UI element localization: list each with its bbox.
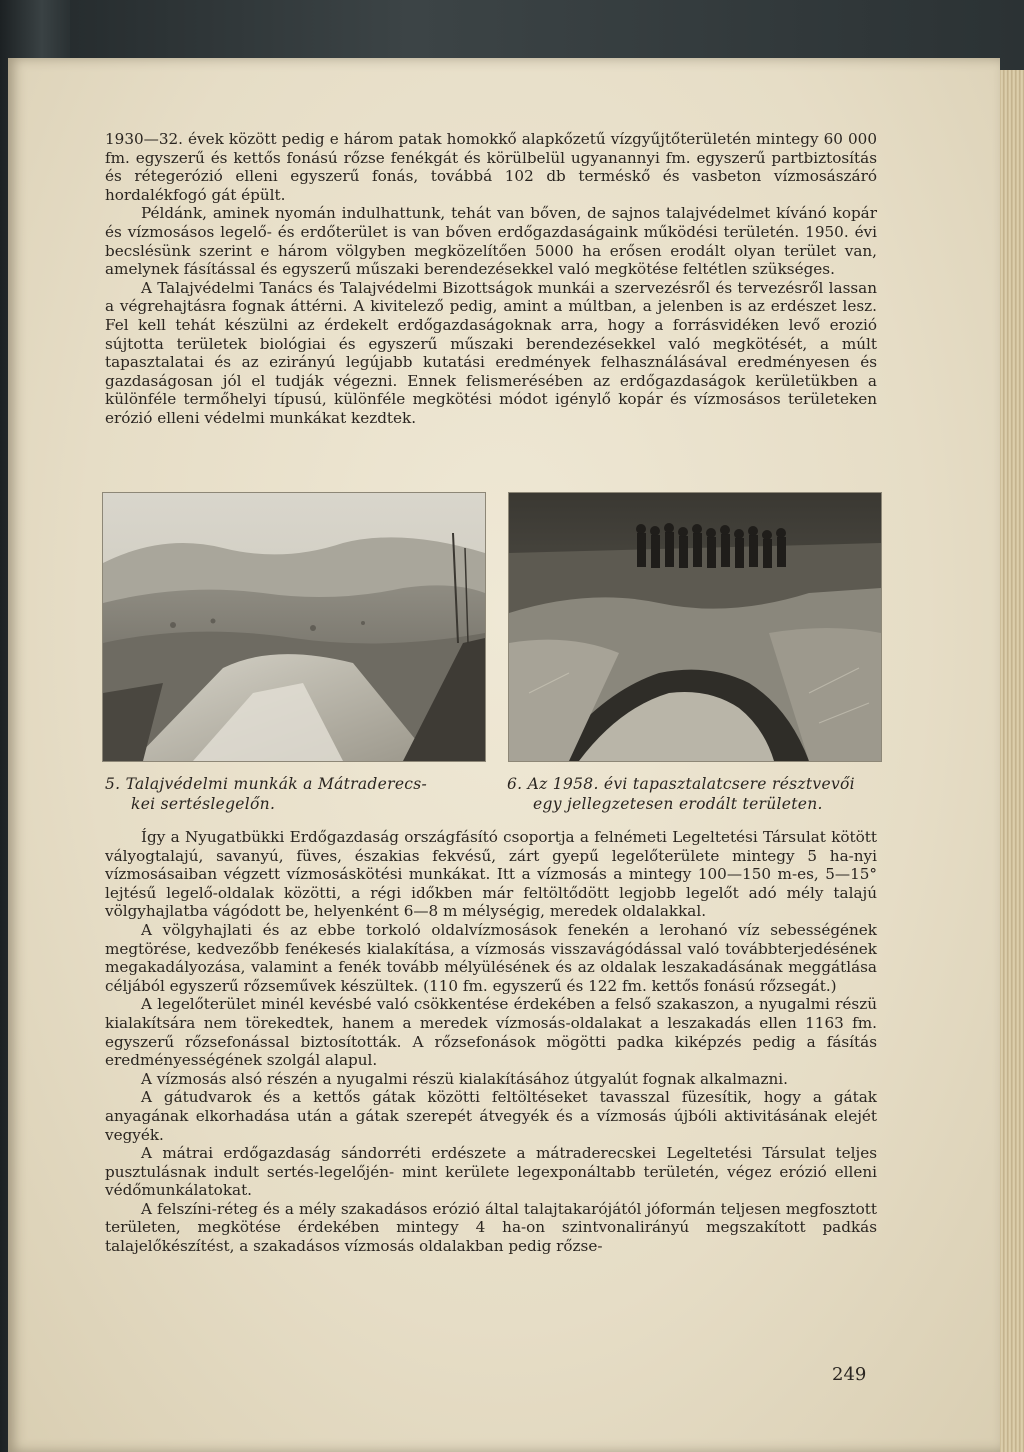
paragraph: A gátudvarok és a kettős gátak közötti feltöltéseket tavasszal füzesítik, hogy a gátak anyagának elkorhadása után a gátak szerepét átvegyék és a vízmosás újbóli aktivitásának elejét vegyék. xyxy=(105,1088,877,1144)
paragraph: A vízmosás alsó részén a nyugalmi részü kialakításához útgyalút fognak alkalmazni. xyxy=(141,1069,788,1088)
paragraph: A Talajvédelmi Tanács és Talajvédelmi Bizottságok munkái a szervezésről és tervezésről lassan a végrehajtásra fognak áttérni. A kivitelező pedig, amint a múltban, a jelenben is az erdészet lesz. Fel kell tehát készülni az érdekelt erdőgazdaságoknak arra, hogy a forrásvidéken levő erozió sújtotta területek biológiai és egyszerű műszaki berendezésekkel való megkötését, a múlt tapasztalatai és az ezirányú legújabb kutatási eredmények felhasználásával eredményesen és gazdaságosan jól el tudják végezni. Ennek felismerésében az erdőgazdaságok kerületükben a különféle termőhelyi típusú, különféle megkötési módot igénylő kopár és vízmosásos területeken erózió elleni védelmi munkákat kezdtek. xyxy=(105,278,877,427)
bottom-text-block xyxy=(105,828,877,1256)
paragraph: A felszíni-réteg és a mély szakadásos erózió által talajtakarójától jóformán teljesen megfosztott területen, megkötése érdekében mintegy 4 ha-on szintvonalirányú megszakított padkás talajelőkészítést, a szakadásos vízmosás oldalakban pedig rőzse- xyxy=(105,1199,877,1256)
paragraph: Így a Nyugatbükki Erdőgazdaság országfásító csoportja a felnémeti Legeltetési Társulat kötött vályogtalajú, savanyú, füves, északias fekvésű, zárt gyepű legelőterülete mintegy 5 ha-nyi vízmosásaiban végzett vízmosáskötési munkákat. Itt a vízmosás a mintegy 100—150 m-es, 5—15° lejtésű legelő-oldalak közötti, a régi időkben már feltöltődött legjobb legelőt adó mély talajú völgyhajlatba vágódott be, helyenként 6—8 m mélységig, meredek oldalakkal. xyxy=(105,828,877,921)
landscape-photo xyxy=(102,492,486,762)
figure-5-caption xyxy=(105,774,485,814)
paragraph: 1930—32. évek között pedig e három patak homokkő alapkőzetű vízgyűjtőterületén mintegy 60 000 fm. egyszerű és kettős fonású rőzse fenékgát és körülbelül ugyanannyi fm. egyszerű partbiztosítás és rétegerózió elleni egyszerű fonás, továbbá 102 db terméskő és vasbeton vízmosászáró hordalékfogó gát épült. xyxy=(105,130,877,204)
caption-line: egy jellegzetesen erodált területen. xyxy=(533,795,823,813)
caption-line: 5. Talajvédelmi munkák a Mátraderecs- xyxy=(105,775,428,793)
page-edges xyxy=(1000,70,1024,1452)
figure-6-caption xyxy=(507,774,887,814)
caption-line: 6. Az 1958. évi tapasztalatcsere résztvevői xyxy=(507,775,855,793)
caption-line: kei sertéslegelőn. xyxy=(131,795,276,813)
paragraph: A völgyhajlati és az ebbe torkoló oldalvízmosások fenekén a lerohanó víz sebességének megtörése, kedvezőbb fenékesés kialakítása, a vízmosás visszavágódással való továbbterjedésének megakadályozása, valamint a fenék tovább mélyülésének és az oldalak leszakadásának meggátlása céljából egyszerű rőzseművek készültek. (110 fm. egyszerű és 122 fm. kettős fonású rőzsegát.) xyxy=(105,920,877,995)
page-number: 249 xyxy=(832,1364,867,1385)
group-at-eroded-site-photo xyxy=(508,492,882,762)
paragraph: A mátrai erdőgazdaság sándorréti erdészete a mátraderecskei Legeltetési Társulat teljes pusztulásnak indult sertés-legelőjén- mint kerülete legexponáltabb területén, végez erózió elleni védőmunkálatokat. xyxy=(105,1144,877,1200)
paragraph: A legelőterület minél kevésbé való csökkentése érdekében a felső szakaszon, a nyugalmi részü kialakítsára nem törekedtek, hanem a meredek vízmosás-oldalakat a leszakadás ellen 1163 fm. egyszerű rőzsefonással biztosították. A rőzsefonások mögötti padka kiképzés pedig a fásítás eredményességének szolgál alapul. xyxy=(105,995,877,1070)
top-text-block xyxy=(105,130,877,428)
paragraph: Példánk, aminek nyomán indulhattunk, tehát van bőven, de sajnos talajvédelmet kívánó kopár és vízmosásos legelő- és erdőterület is van bőven erdőgazdaságaink működési területén. 1950. évi becslésünk szerint e három völgyben megközelítően 5000 ha erősen erodált olyan terület van, amelynek fásítással és egyszerű műszaki berendezésekkel való megkötése feltétlen szükséges. xyxy=(105,204,877,279)
